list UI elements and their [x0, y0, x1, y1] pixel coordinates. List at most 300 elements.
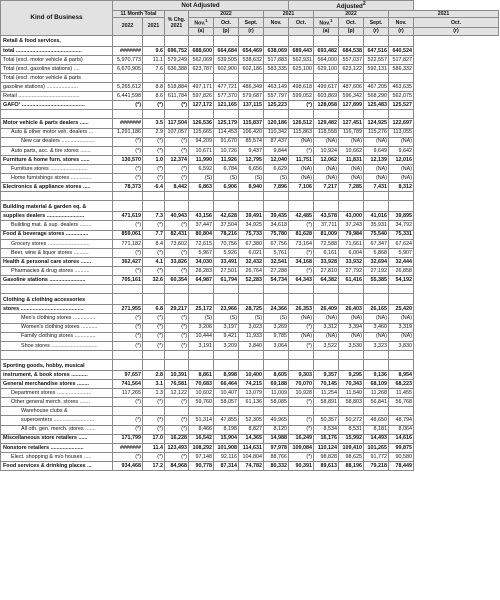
cell-sept_r	[214, 359, 239, 370]
row-label	[1, 350, 113, 359]
table-row	[1, 407, 499, 416]
cell-nov21: 115,837	[239, 119, 264, 128]
cell-pct: (*)	[143, 398, 165, 407]
cell-sept_adj_r: 596,342	[339, 92, 364, 101]
cell-t2022: (*)	[113, 146, 143, 155]
table-row	[1, 35, 499, 46]
cell-nov21_adj: 9,649	[364, 146, 389, 155]
cell-oct_p	[189, 285, 214, 294]
cell-t2022: (*)	[113, 341, 143, 350]
table-row	[1, 461, 499, 470]
table-row	[1, 314, 499, 323]
cell-oct_adj_p	[314, 192, 339, 201]
cell-nov_a: 611,784	[165, 92, 189, 101]
cell-t2022: (*)	[113, 248, 143, 257]
cell-t2022: (*)	[113, 398, 143, 407]
row-label: Home furnishings stores ..............	[1, 174, 113, 183]
cell-nov21	[239, 73, 264, 82]
cell-nov21_adj: (NA)	[364, 174, 389, 183]
cell-oct21	[264, 110, 289, 119]
cell-sept_r	[214, 201, 239, 212]
cell-oct_adj_p: (NA)	[314, 164, 339, 173]
cell-oct_p: 16,542	[189, 434, 214, 443]
cell-oct_adj_p	[314, 73, 339, 82]
cell-nov21_adj	[364, 35, 389, 46]
cell-oct_p: 10,602	[189, 389, 214, 398]
row-label	[1, 110, 113, 119]
note-a: (a)	[189, 28, 214, 35]
cell-oct_adj_p: 693,482	[314, 46, 339, 55]
nad-2021-header: 2021	[264, 11, 314, 18]
total-2021-header: 2021	[143, 18, 165, 35]
cell-oct21_adj: (NA)	[389, 314, 414, 323]
table-row	[1, 155, 499, 164]
cell-oct21: 80,332	[264, 461, 289, 470]
table-row	[1, 212, 499, 221]
cell-sept_r: 87,314	[214, 461, 239, 470]
cell-nov_a: 123,493	[165, 443, 189, 452]
cell-nov_adj_a: 599,052	[289, 92, 314, 101]
cell-pct: 32.6	[143, 276, 165, 285]
adj-note-a: (a)	[314, 28, 339, 35]
cell-nov_a: (*)	[165, 137, 189, 146]
cell-oct21: 88,766	[264, 452, 289, 461]
table-row	[1, 332, 499, 341]
table-row	[1, 434, 499, 443]
cell-nov21	[239, 359, 264, 370]
cell-pct: (*)	[143, 164, 165, 173]
cell-oct_adj_p	[314, 201, 339, 212]
table-row	[1, 266, 499, 275]
table-row	[1, 398, 499, 407]
cell-t2022: #######	[113, 119, 143, 128]
cell-sept_r: 577,370	[214, 92, 239, 101]
row-label	[1, 285, 113, 294]
cell-oct21_adj: 586,332	[389, 64, 414, 73]
cell-nov21: (S)	[239, 174, 264, 183]
table-body	[1, 35, 499, 470]
cell-t2022: 117,265	[113, 389, 143, 398]
cell-oct21	[264, 407, 289, 416]
cell-nov21: 6,021	[239, 248, 264, 257]
cell-nov_a	[165, 350, 189, 359]
adjusted-header-label: Adjusted	[336, 3, 363, 11]
row-label: Total (excl. motor vehicle & parts)	[1, 55, 113, 64]
cell-oct21_adj: 113,055	[389, 128, 414, 137]
cell-oct_adj_p: 58,891	[314, 398, 339, 407]
not-adjusted-header: Not Adjusted	[113, 1, 289, 11]
cell-sept_r: 3,209	[214, 341, 239, 350]
cell-sept_r: 37,504	[214, 221, 239, 230]
cell-pct	[143, 192, 165, 201]
row-label: All oth. gen. merch. stores .......	[1, 425, 113, 434]
cell-sept_r: 5,926	[214, 248, 239, 257]
table-row	[1, 248, 499, 257]
cell-oct21: 557,797	[264, 92, 289, 101]
cell-nov21_adj: 7,431	[364, 183, 389, 192]
cell-oct21: 11,009	[264, 389, 289, 398]
cell-nov_adj_a: (*)	[289, 248, 314, 257]
table-row	[1, 137, 499, 146]
cell-oct21_adj: 562,075	[389, 92, 414, 101]
cell-nov21_adj	[364, 110, 389, 119]
cell-nov_adj_a: 126,512	[289, 119, 314, 128]
cell-oct21_adj: 3,319	[389, 323, 414, 332]
cell-oct_p: 51,314	[189, 416, 214, 425]
cell-sept_adj_r	[339, 73, 364, 82]
cell-oct_p	[189, 294, 214, 305]
cell-oct21	[264, 294, 289, 305]
cell-oct_p: (S)	[189, 174, 214, 183]
cell-nov_a	[165, 192, 189, 201]
cell-pct: 7.3	[143, 212, 165, 221]
cell-oct_p: 8,861	[189, 370, 214, 379]
cell-nov21: 26,764	[239, 266, 264, 275]
row-label: Total (excl. gasoline stations) ....	[1, 64, 113, 73]
table-row	[1, 380, 499, 389]
row-label: Food services & drinking places ...	[1, 461, 113, 470]
cell-oct21_adj: 67,624	[389, 239, 414, 248]
cell-pct: (*)	[143, 221, 165, 230]
cell-oct21: 7,896	[264, 183, 289, 192]
row-label: Auto & other motor veh. dealers ...	[1, 128, 113, 137]
row-label: Family clothing stores ..............	[1, 332, 113, 341]
table-row	[1, 146, 499, 155]
cell-oct_adj_p: 72,588	[314, 239, 339, 248]
cell-oct_p: 70,683	[189, 380, 214, 389]
cell-oct_adj_p: 629,100	[314, 64, 339, 73]
row-label: Pharmacies & drug stores ..........	[1, 266, 113, 275]
table-row	[1, 73, 499, 82]
table-row	[1, 55, 499, 64]
adj-nov-a-footnote: 1	[330, 18, 333, 24]
cell-oct_p	[189, 359, 214, 370]
cell-oct_p	[189, 350, 214, 359]
cell-oct21_adj: 99,875	[389, 443, 414, 452]
cell-nov21_adj: 41,016	[364, 212, 389, 221]
cell-sept_adj_r: (NA)	[339, 314, 364, 323]
cell-sept_r: 125,179	[214, 119, 239, 128]
cell-sept_adj_r: 70,343	[339, 380, 364, 389]
cell-oct21: 463,149	[264, 83, 289, 92]
row-label: Health & personal care stores .......	[1, 257, 113, 266]
cell-pct: 1.0	[143, 155, 165, 164]
cell-sept_r	[214, 407, 239, 416]
cell-oct_adj_p	[314, 35, 339, 46]
cell-oct21: 14,988	[264, 434, 289, 443]
cell-nov_adj_a	[289, 285, 314, 294]
row-label: supplies dealers .........................	[1, 212, 113, 221]
table-row	[1, 350, 499, 359]
cell-oct21_adj: 68,223	[389, 380, 414, 389]
cell-nov_adj_a: 7,106	[289, 183, 314, 192]
cell-nov_adj_a: 10,928	[289, 389, 314, 398]
cell-nov_adj_a: 73,164	[289, 239, 314, 248]
cell-sept_adj_r: 7,285	[339, 183, 364, 192]
cell-nov_adj_a: 625,100	[289, 64, 314, 73]
adj-note-r3: (r)	[414, 28, 499, 35]
cell-nov21_adj: 3,323	[364, 341, 389, 350]
cell-nov21_adj	[364, 359, 389, 370]
cell-nov_a: 29,217	[165, 305, 189, 314]
cell-oct_p: 10,444	[189, 332, 214, 341]
cell-t2022	[113, 294, 143, 305]
cell-oct_p: 72,615	[189, 239, 214, 248]
cell-oct21: 8,120	[264, 425, 289, 434]
cell-pct: 8.8	[143, 83, 165, 92]
cell-t2022	[113, 35, 143, 46]
table-row	[1, 164, 499, 173]
cell-nov21: 85,574	[239, 137, 264, 146]
cell-oct_p: 37,447	[189, 221, 214, 230]
cell-nov21: 39,491	[239, 212, 264, 221]
cell-nov21_adj: 48,650	[364, 416, 389, 425]
cell-oct21: 97,978	[264, 443, 289, 452]
cell-pct: 6.8	[143, 305, 165, 314]
table-row	[1, 294, 499, 305]
cell-nov_adj_a: (*)	[289, 266, 314, 275]
cell-oct21: 110,342	[264, 128, 289, 137]
cell-sept_adj_r	[339, 35, 364, 46]
cell-sept_r: 61,794	[214, 276, 239, 285]
cell-oct21_adj: 5,907	[389, 248, 414, 257]
table-row	[1, 230, 499, 239]
cell-sept_adj_r: 26,403	[339, 305, 364, 314]
cell-oct21_adj	[389, 359, 414, 370]
table-row	[1, 359, 499, 370]
cell-sept_adj_r	[339, 110, 364, 119]
cell-oct21_adj: (NA)	[389, 332, 414, 341]
cell-oct_adj_p	[314, 285, 339, 294]
cell-oct_adj_p	[314, 359, 339, 370]
cell-nov_a: 579,249	[165, 55, 189, 64]
cell-nov_a: (*)	[165, 314, 189, 323]
cell-oct21_adj: 75,331	[389, 230, 414, 239]
cell-nov_adj_a: (*)	[289, 398, 314, 407]
row-label: Gasoline stations ........................	[1, 276, 113, 285]
cell-oct_adj_p: 6,161	[314, 248, 339, 257]
cell-nov21: 67,380	[239, 239, 264, 248]
cell-nov21_adj: 68,109	[364, 380, 389, 389]
cell-oct_p: 108,292	[189, 443, 214, 452]
cell-nov_a	[165, 285, 189, 294]
cell-pct: (*)	[143, 314, 165, 323]
cell-nov21_adj: 124,925	[364, 119, 389, 128]
cell-oct21: 125,223	[264, 101, 289, 110]
cell-nov21_adj: 32,694	[364, 257, 389, 266]
cell-nov_adj_a: 90,391	[289, 461, 314, 470]
cell-nov_a	[165, 407, 189, 416]
cell-nov21: 12,795	[239, 155, 264, 164]
oct-p-header: Oct.	[214, 18, 239, 28]
cell-oct21_adj: (NA)	[389, 174, 414, 183]
cell-oct_adj_p: (NA)	[314, 314, 339, 323]
cell-t2022: (*)	[113, 221, 143, 230]
cell-oct21: 3,064	[264, 341, 289, 350]
cell-t2022	[113, 350, 143, 359]
cell-sept_adj_r	[339, 285, 364, 294]
cell-nov_a: (*)	[165, 146, 189, 155]
cell-nov21_adj: 11,268	[364, 389, 389, 398]
cell-nov_a: (*)	[165, 425, 189, 434]
cell-oct_adj_p: 128,058	[314, 101, 339, 110]
cell-nov21: 8,940	[239, 183, 264, 192]
cell-sept_r	[214, 350, 239, 359]
cell-nov21	[239, 201, 264, 212]
cell-oct_adj_p	[314, 407, 339, 416]
cell-t2022: (*)	[113, 164, 143, 173]
cell-sept_r: 66,464	[214, 380, 239, 389]
cell-t2022	[113, 285, 143, 294]
cell-nov21	[239, 350, 264, 359]
row-label: Sporting goods, hobby, musical	[1, 359, 113, 370]
pct-change-year: 2021	[170, 22, 183, 29]
cell-nov21_adj	[364, 407, 389, 416]
cell-oct21_adj: 34,792	[389, 221, 414, 230]
cell-oct21_adj	[389, 201, 414, 212]
cell-nov21_adj: 67,347	[364, 239, 389, 248]
cell-oct21_adj: 640,524	[389, 46, 414, 55]
row-label: Other general merch. stores .......	[1, 398, 113, 407]
cell-nov_adj_a: 34,168	[289, 257, 314, 266]
cell-nov21: 654,469	[239, 46, 264, 55]
cell-t2022	[113, 110, 143, 119]
nad-2022-header: 2022	[189, 11, 264, 18]
cell-nov_a: (*)	[165, 323, 189, 332]
cell-oct_p: 597,826	[189, 92, 214, 101]
cell-sept_r	[214, 192, 239, 201]
table-row	[1, 276, 499, 285]
cell-nov_adj_a: 16,249	[289, 434, 314, 443]
cell-sept_r	[214, 35, 239, 46]
row-label: Grocery stores ............................	[1, 239, 113, 248]
cell-nov21_adj: (NA)	[364, 164, 389, 173]
table-row	[1, 192, 499, 201]
cell-oct_adj_p: 3,522	[314, 341, 339, 350]
cell-oct21_adj	[389, 35, 414, 46]
cell-nov_adj_a: (NA)	[289, 137, 314, 146]
cell-sept_adj_r: 11,831	[339, 155, 364, 164]
cell-oct21: 69,188	[264, 380, 289, 389]
cell-t2022: (*)	[113, 101, 143, 110]
cell-sept_r: (S)	[214, 174, 239, 183]
cell-nov_a: (*)	[165, 341, 189, 350]
cell-pct: 2.8	[143, 370, 165, 379]
row-label: Miscellaneous store retailers ......	[1, 434, 113, 443]
cell-sept_adj_r: 27,792	[339, 266, 364, 275]
nov21-header: Nov.	[264, 18, 289, 28]
table-row	[1, 239, 499, 248]
cell-oct21: 27,288	[264, 266, 289, 275]
cell-sept_r	[214, 285, 239, 294]
cell-sept_adj_r: 6,004	[339, 248, 364, 257]
cell-oct21_adj: 32,444	[389, 257, 414, 266]
cell-oct21: 54,734	[264, 276, 289, 285]
cell-oct_adj_p: 10,924	[314, 146, 339, 155]
table-row	[1, 425, 499, 434]
cell-nov21: 3,023	[239, 323, 264, 332]
cell-sept_adj_r: 487,606	[339, 83, 364, 92]
cell-oct21_adj: 3,830	[389, 341, 414, 350]
cell-nov_adj_a: (NA)	[289, 164, 314, 173]
cell-nov_adj_a: 42,485	[289, 212, 314, 221]
cell-oct_p: 25,172	[189, 305, 214, 314]
cell-oct_adj_p: 7,217	[314, 183, 339, 192]
cell-oct21_adj: 54,192	[389, 276, 414, 285]
cell-nov21: 61,136	[239, 398, 264, 407]
cell-nov_adj_a: 26,353	[289, 305, 314, 314]
cell-t2022: 859,061	[113, 230, 143, 239]
cell-oct21: 5,761	[264, 248, 289, 257]
cell-oct_p	[189, 110, 214, 119]
cell-nov21_adj: 14,493	[364, 434, 389, 443]
cell-pct: 3.1	[143, 380, 165, 389]
adj-nov-a-label: Nov.	[319, 21, 331, 28]
cell-nov_adj_a	[289, 35, 314, 46]
cell-sept_adj_r: 109,410	[339, 443, 364, 452]
cell-oct21	[264, 359, 289, 370]
cell-oct_adj_p: 3,312	[314, 323, 339, 332]
cell-nov_adj_a	[289, 350, 314, 359]
table-row	[1, 416, 499, 425]
cell-nov_adj_a	[289, 110, 314, 119]
row-label: instrument, & book stores ...........	[1, 370, 113, 379]
cell-oct_adj_p: 98,828	[314, 452, 339, 461]
cell-oct21_adj: 517,827	[389, 55, 414, 64]
cell-nov_adj_a: (*)	[289, 323, 314, 332]
cell-oct21: 8,605	[264, 370, 289, 379]
cell-sept_adj_r: 79,984	[339, 230, 364, 239]
row-label: Food & beverage stores ...............	[1, 230, 113, 239]
cell-oct21_adj	[389, 407, 414, 416]
cell-sept_adj_r: (NA)	[339, 164, 364, 173]
cell-sept_adj_r: 37,243	[339, 221, 364, 230]
cell-nov_adj_a: (*)	[289, 452, 314, 461]
cell-oct_p: 80,804	[189, 230, 214, 239]
cell-oct21_adj: 9,642	[389, 146, 414, 155]
cell-oct21: 120,186	[264, 119, 289, 128]
cell-sept_adj_r: 127,451	[339, 119, 364, 128]
cell-nov_adj_a: (*)	[289, 101, 314, 110]
cell-sept_r: 70,756	[214, 239, 239, 248]
cell-nov21_adj: 9,136	[364, 370, 389, 379]
adj-2021-header: 2021	[389, 11, 499, 18]
oct21-header: Oct.	[289, 18, 314, 28]
cell-pct: (*)	[143, 416, 165, 425]
adj-nov-a-header	[314, 18, 339, 28]
row-label: Retail .........................................	[1, 92, 113, 101]
table-row	[1, 46, 499, 55]
cell-nov21_adj: 592,131	[364, 64, 389, 73]
cell-nov21_adj: (NA)	[364, 137, 389, 146]
cell-t2022	[113, 201, 143, 212]
cell-nov21: 106,420	[239, 128, 264, 137]
cell-sept_r: 6,784	[214, 164, 239, 173]
cell-sept_r: 8,198	[214, 425, 239, 434]
cell-pct: 17.2	[143, 461, 165, 470]
cell-nov_adj_a: (NA)	[289, 314, 314, 323]
cell-oct_p: 497,171	[189, 83, 214, 92]
cell-t2022: (*)	[113, 323, 143, 332]
cell-sept_r: 91,670	[214, 137, 239, 146]
row-label: supercenters ...........................	[1, 416, 113, 425]
cell-sept_adj_r: 3,394	[339, 323, 364, 332]
cell-pct	[143, 359, 165, 370]
cell-nov_a: (*)	[165, 221, 189, 230]
cell-pct: (*)	[143, 425, 165, 434]
cell-nov21	[239, 407, 264, 416]
row-label: Furniture stores .........................	[1, 164, 113, 173]
